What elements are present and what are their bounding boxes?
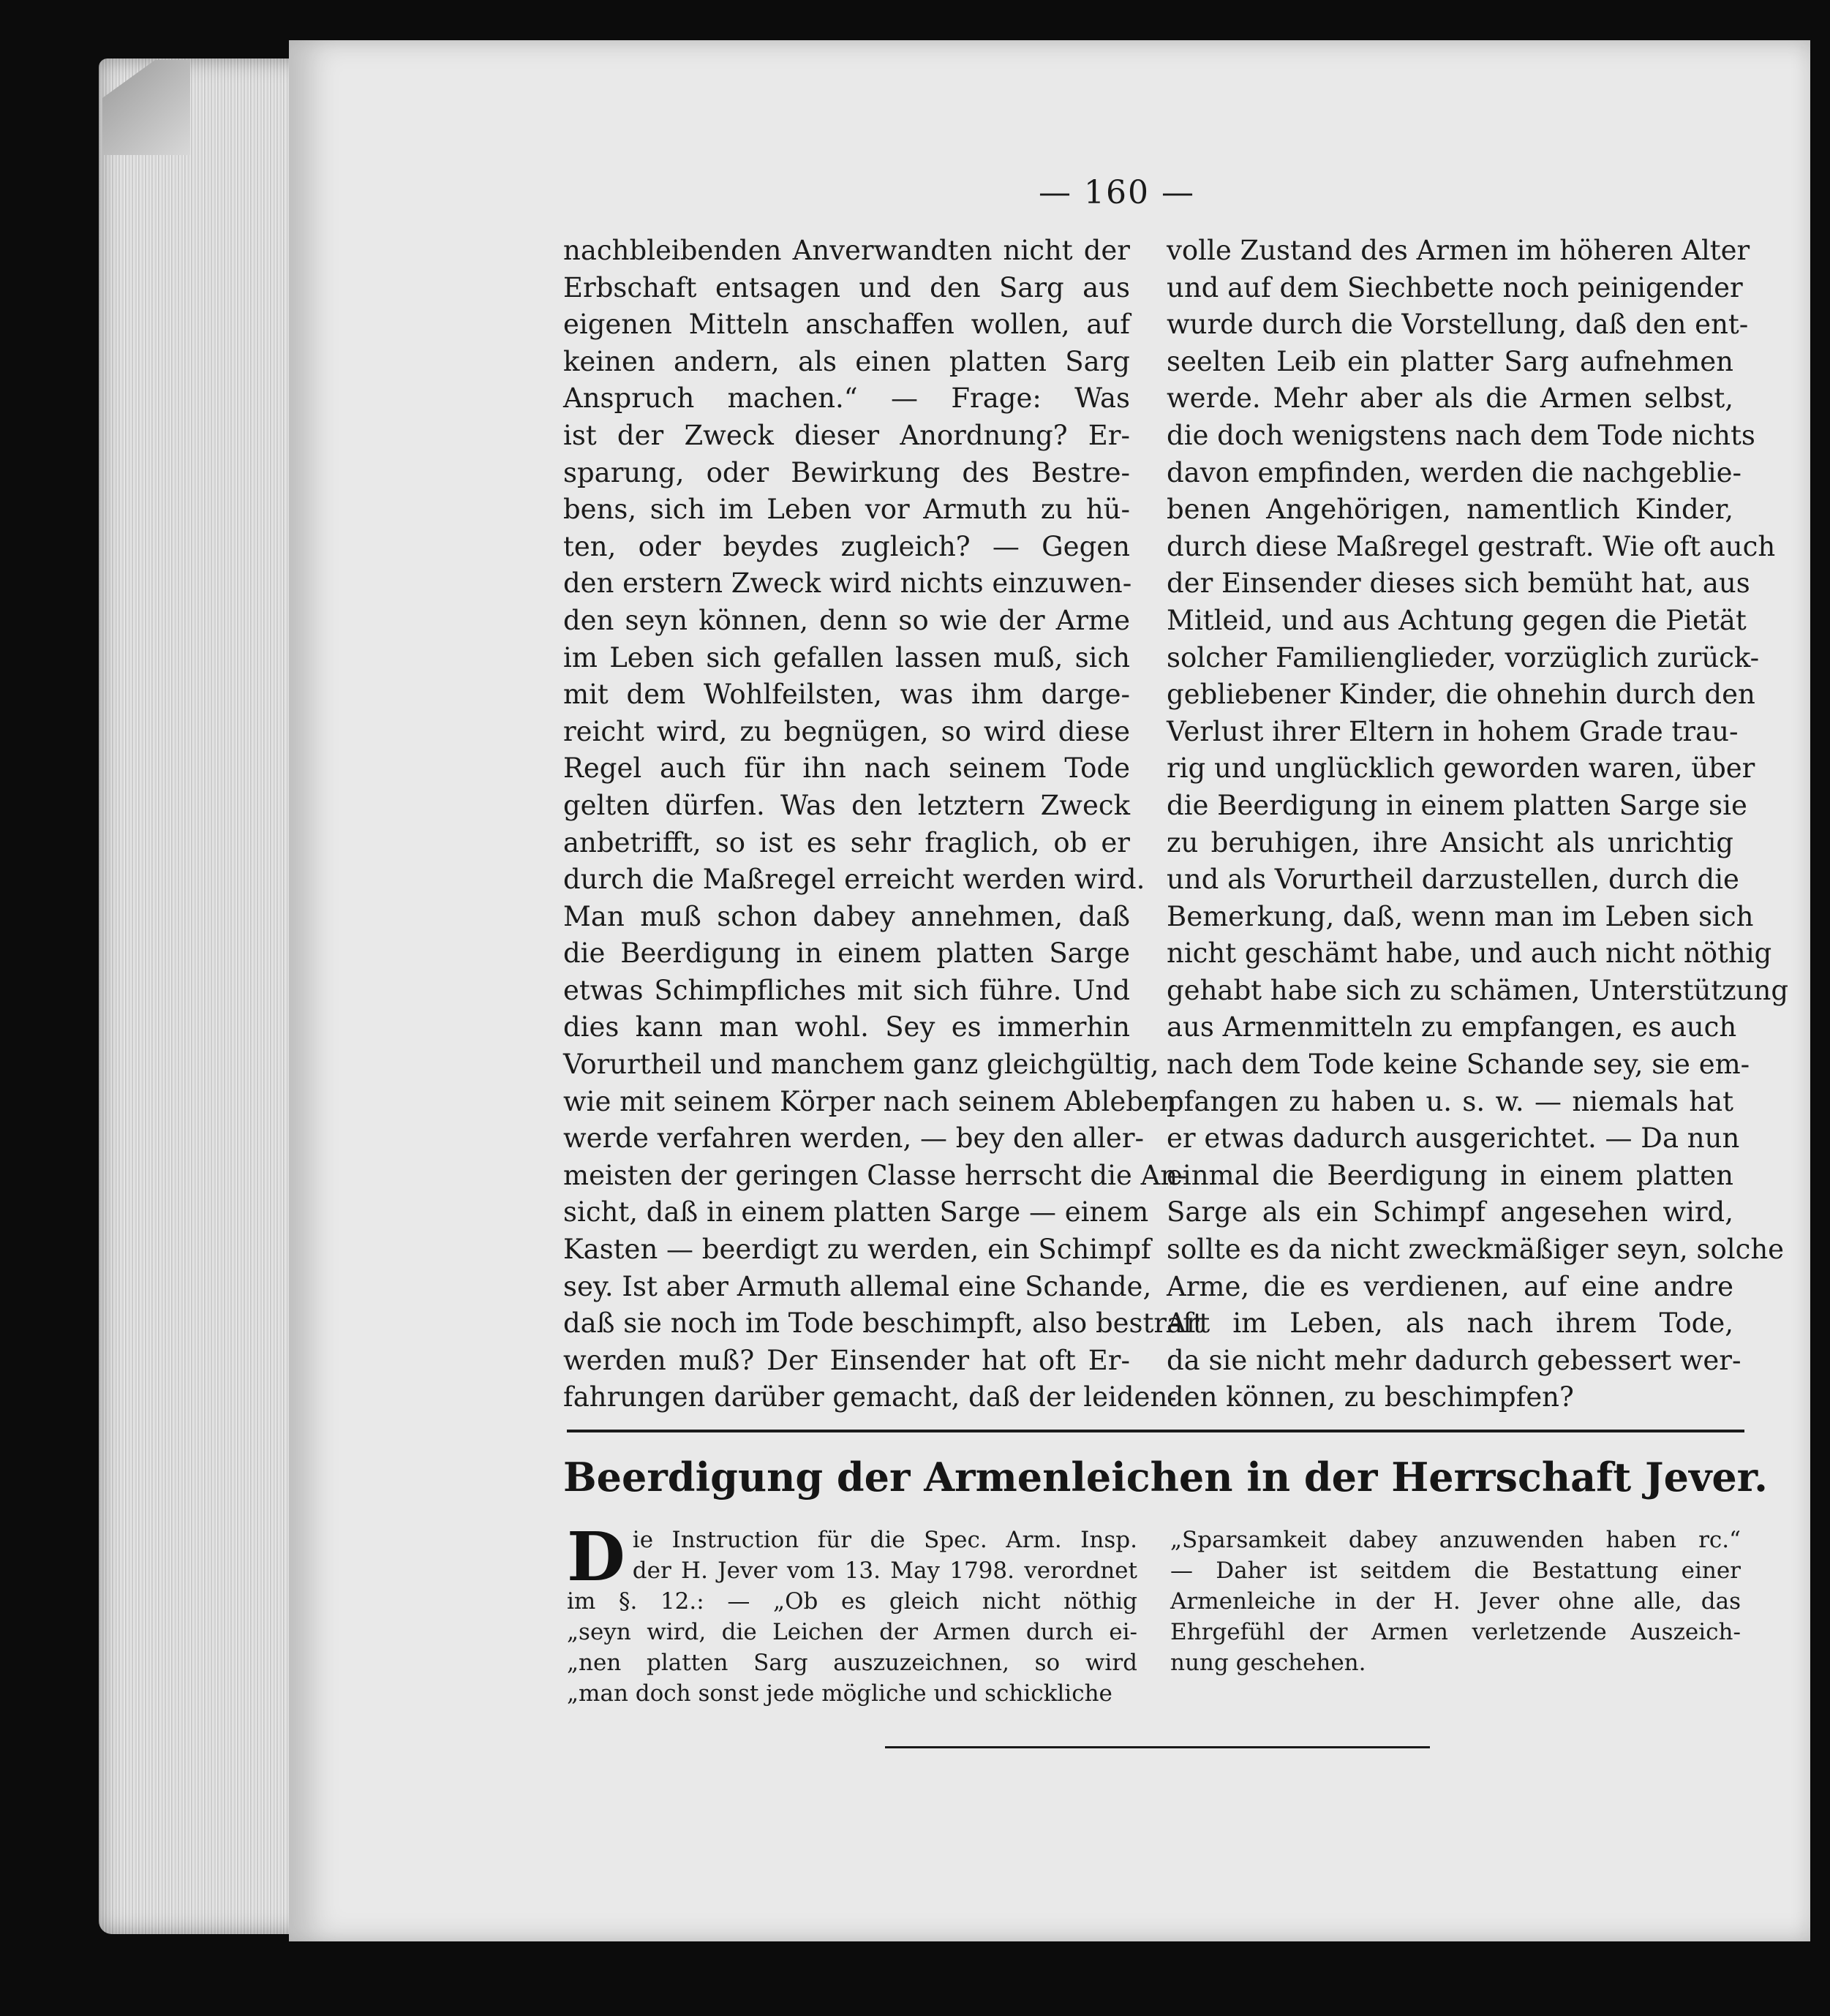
text-line: gehabt habe sich zu schämen, Unterstützung [1167,974,1789,1006]
text-line: anbetrifft, so ist es sehr fraglich, ob er [563,826,1130,858]
text-line: reicht wird, zu begnügen, so wird diese [563,715,1130,747]
text-line: volle Zustand des Armen im höheren Alter [1167,235,1750,266]
book-page-edges [99,58,318,1934]
text-line: aus Armenmitteln zu empfangen, es auch [1167,1011,1737,1043]
text-line: ten, oder beydes zugleich? — Gegen [563,530,1130,562]
text-line: Armenleiche in der H. Jever ohne alle, das [1170,1588,1741,1615]
text-line: daß sie noch im Tode beschimpft, also bestraft [563,1307,1204,1340]
text-line: durch die Maßregel erreicht werden wird. [563,864,1145,896]
end-rule [885,1746,1430,1748]
text-line: nach dem Tode keine Schande sey, sie em- [1167,1049,1750,1081]
text-line: im §. 12.: — „Ob es gleich nicht nöthig [567,1588,1137,1615]
text-line: und als Vorurtheil darzustellen, durch die [1167,864,1739,896]
text-line: im Leben sich gefallen lassen muß, sich [563,641,1130,673]
text-line: sparung, oder Bewirkung des Bestre- [563,456,1130,488]
text-line: solcher Familienglieder, vorzüglich zurück- [1167,641,1760,673]
section-right-column [1170,1525,1741,1678]
text-line: Kasten — beerdigt zu werden, ein Schimpf [563,1234,1151,1266]
text-line: werde. Mehr aber als die Armen selbst, [1167,382,1733,415]
text-line: sollte es da nicht zweckmäßiger seyn, solche [1167,1234,1785,1266]
text-line: den können, zu beschimpfen? [1167,1381,1574,1413]
text-line: der Einsender dieses sich bemüht hat, aus [1167,567,1750,600]
text-line: etwas Schimpfliches mit sich führe. Und [563,974,1130,1006]
text-line: seelten Leib ein platter Sarg aufnehmen [1167,345,1733,377]
text-line: er etwas dadurch ausgerichtet. — Da nun [1167,1122,1740,1155]
right-text-column [1167,233,1789,1416]
text-line: zu beruhigen, ihre Ansicht als unrichtig [1167,826,1733,858]
text-line: die doch wenigstens nach dem Tode nichts [1167,419,1755,451]
text-line: werde verfahren werden, — bey den aller- [563,1122,1145,1155]
section-left-column [567,1517,1137,1709]
text-line: nachbleibenden Anverwandten nicht der [563,235,1130,266]
text-line: den erstern Zweck wird nichts einzuwen- [563,567,1132,600]
text-line: Bemerkung, daß, wenn man im Leben sich [1167,900,1754,932]
text-line: Mitleid, und aus Achtung gegen die Pietät [1167,604,1747,636]
drop-cap: D [567,1517,625,1596]
text-line: eigenen Mitteln anschaffen wollen, auf [563,309,1130,341]
text-line: Vorurtheil und manchem ganz gleichgültig, [563,1049,1159,1081]
text-line: die Beerdigung in einem platten Sarge sie [1167,789,1747,821]
text-line: da sie nicht mehr dadurch gebessert wer- [1167,1344,1741,1376]
text-line: den seyn können, denn so wie der Arme [563,604,1130,636]
text-line: gebliebener Kinder, die ohnehin durch den [1167,679,1755,711]
text-line: mit dem Wohlfeilsten, was ihm darge- [563,679,1130,711]
text-line: „Sparsamkeit dabey anzuwenden haben rc.“ [1170,1527,1741,1553]
section-title: Beerdigung der Armenleichen in der Herrschaft Jever. [563,1454,1768,1500]
text-line: gelten dürfen. Was den letztern Zweck [563,789,1130,821]
text-line: sey. Ist aber Armuth allemal eine Schande, [563,1270,1152,1302]
text-line: Ehrgefühl der Armen verletzende Auszeich- [1170,1619,1741,1645]
text-line: fahrungen darüber gemacht, daß der leiden- [563,1381,1177,1413]
text-line: Regel auch für ihn nach seinem Tode [563,752,1130,785]
text-line: „man doch sonst jede mögliche und schickliche [567,1680,1112,1707]
text-line: durch diese Maßregel gestraft. Wie oft auch [1167,530,1776,562]
text-line: Sarge als ein Schimpf angesehen wird, [1167,1196,1733,1228]
section-divider [567,1430,1744,1432]
text-line: ist der Zweck dieser Anordnung? Er- [563,419,1130,451]
text-line: Man muß schon dabey annehmen, daß [563,900,1130,932]
text-line: sicht, daß in einem platten Sarge — einem [563,1196,1149,1228]
text-line: der H. Jever vom 13. May 1798. verordnet [632,1558,1137,1584]
text-line: Anspruch machen.“ — Frage: Was [563,382,1130,415]
text-line: wie mit seinem Körper nach seinem Ableben [563,1085,1177,1117]
text-line: wurde durch die Vorstellung, daß den ent- [1167,309,1749,341]
text-line: einmal die Beerdigung in einem platten [1167,1159,1733,1191]
text-line: benen Angehörigen, namentlich Kinder, [1167,494,1733,526]
text-line: werden muß? Der Einsender hat oft Er- [563,1344,1130,1376]
text-line: — Daher ist seitdem die Bestattung einer [1170,1558,1741,1584]
text-line: Erbschaft entsagen und den Sarg aus [563,271,1130,303]
text-line: Arme, die es verdienen, auf eine andre [1167,1270,1733,1302]
page-number: — 160 — [1039,174,1195,211]
text-line: meisten der geringen Classe herrscht die An- [563,1159,1187,1191]
text-line: „nen platten Sarg auszuzeichnen, so wird [567,1650,1137,1676]
text-line: „seyn wird, die Leichen der Armen durch ei- [567,1619,1137,1645]
text-line: keinen andern, als einen platten Sarg [563,345,1130,377]
text-line: Art im Leben, als nach ihrem Tode, [1167,1307,1733,1340]
text-line: rig und unglücklich geworden waren, über [1167,752,1755,785]
text-line: ie Instruction für die Spec. Arm. Insp. [632,1527,1137,1553]
text-line: Verlust ihrer Eltern in hohem Grade trau- [1167,715,1739,747]
text-line: bens, sich im Leben vor Armuth zu hü- [563,494,1130,526]
text-line: davon empfinden, werden die nachgeblie- [1167,456,1741,488]
text-line: nung geschehen. [1170,1650,1366,1676]
text-line: pfangen zu haben u. s. w. — niemals hat [1167,1085,1733,1117]
left-text-column [563,233,1204,1416]
text-line: die Beerdigung in einem platten Sarge [563,937,1130,970]
text-line: dies kann man wohl. Sey es immerhin [563,1011,1130,1043]
text-line: nicht geschämt habe, und auch nicht nöthig [1167,937,1772,970]
text-line: und auf dem Siechbette noch peinigender [1167,271,1743,303]
